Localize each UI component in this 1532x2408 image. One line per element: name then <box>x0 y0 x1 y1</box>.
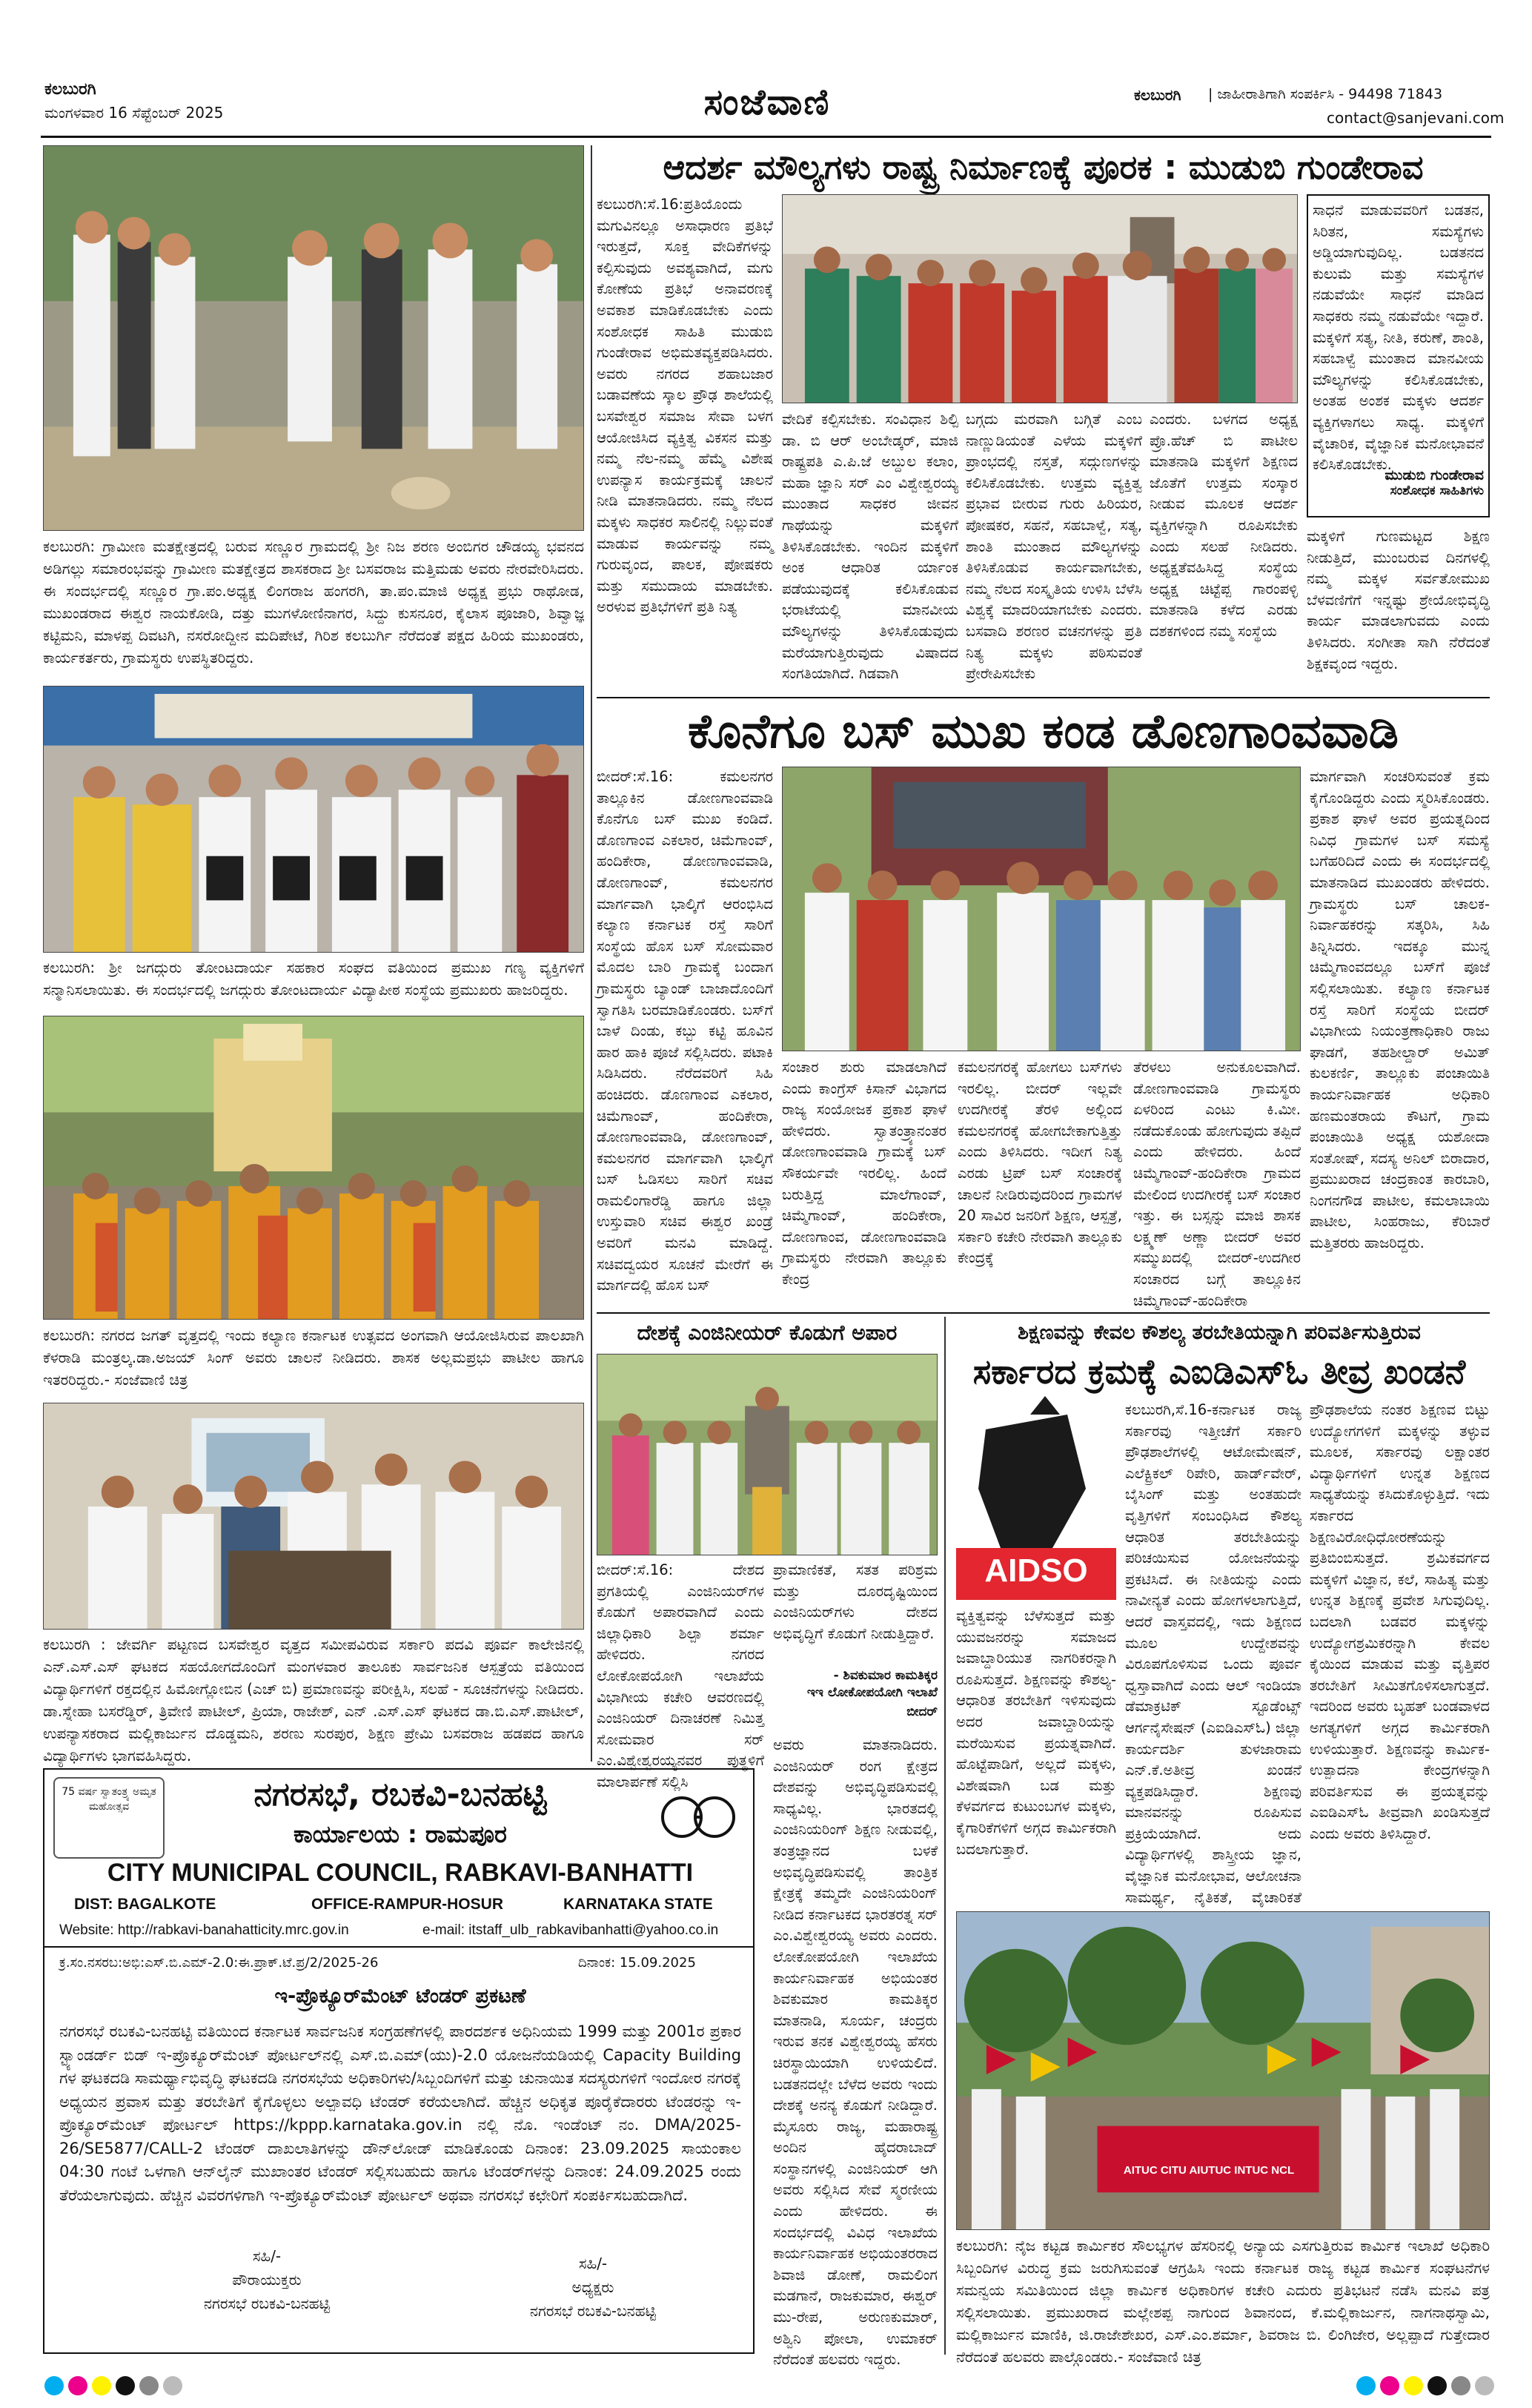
tender-email[interactable]: e-mail: itstaff_ulb_rabkavibanhatti@yahoo.co.in <box>422 1922 719 1938</box>
story1-bottom-rule <box>597 697 1490 698</box>
story4-col1: ಕಲಬುರಗಿ,ಸೆ.16-ಕರ್ನಾಟಕ ರಾಜ್ಯ ಸರ್ಕಾರವು ಇತ್ತೀಚೆಗೆ ಸರ್ಕಾರಿ ಪ್ರೌಢಶಾಲೆಗಳಲ್ಲಿ ಆಟೋಮೇಷನ್, ಎಲೆಕ್ಟ್ರಿಕಲ್ ರಿಪೇರಿ, ಹಾರ್ಡ್‌ವೇರ್, ಬೈಸಿಂಗ್ ಮತ್ತು ಅಂತಹುದೇ ವೃತ್ತಿಗಳಿಗೆ ಸಂಬಂಧಿಸಿದ ಕೌಶಲ್ಯ ಆಧಾರಿತ ತರಬೇತಿಯನ್ನು ಪರಿಚಯಿಸುವ ಯೋಜನೆಯನ್ನು ಪ್ರಕಟಿಸಿದೆ. ಈ ನೀತಿಯನ್ನು ಎಂದು ನಾವೀನ್ಯತೆ ಎಂದು ಹೋಗಳಲಾಗುತ್ತಿದೆ, ಆದರೆ ವಾಸ್ತವದಲ್ಲಿ, ಇದು ಶಿಕ್ಷಣದ ಮೂಲ ಉದ್ದೇಶವನ್ನು ವಿರೂಪಗೊಳಿಸುವ ಒಂದು ಪೂರ್ವ ಧ್ವಸ್ತಾವಾಗಿದೆ ಎಂದು ಆಲ್ ಇಂಡಿಯಾ ಡೆಮಾಕ್ರಟಿಕ್ ಸ್ಟೂಡೆಂಟ್ಸ್ ಆರ್ಗನೈಸೇಷನ್ (ಎಐಡಿಎಸ್‌ಓ) ಜಿಲ್ಲಾ ಕಾರ್ಯದರ್ಶಿ ತುಳಜಾರಾಮ ಎನ್.ಕೆ.ಅತೀವ್ರ ಖಂಡನೆ ವ್ಯಕ್ತಪಡಿಸಿದ್ದಾರೆ. ಶಿಕ್ಷಣವು ಮಾನವನನ್ನು ರೂಪಿಸುವ ಪ್ರಕ್ರಿಯೆಯಾಗಿದೆ. ಅದು ವಿದ್ಯಾರ್ಥಿಗಳಲ್ಲಿ ಶಾಸ್ತ್ರೀಯ ಜ್ಞಾನ, ವೈಜ್ಞಾನಿಕ ಮನೋಭಾವ, ಆಲೋಚನಾ ಸಾಮರ್ಥ್ಯ, ನೈತಿಕತೆ, ವೈಚಾರಿಕತೆ <box>1125 1401 1301 1906</box>
reg-dot-magenta-right <box>1380 2376 1399 2395</box>
story3-body2: ಅವರು ಮಾತನಾಡಿದರು. ಎಂಜಿನಿಯರ್ ರಂಗ ಕ್ಷೇತ್ರದ ದೇಶವನ್ನು ಅಭಿವೃದ್ಧಿಪಡಿಸುವಲ್ಲಿ ಸಾಧ್ಯವಿಲ್ಲ. ಭಾರತದಲ್ಲಿ ಎಂಜಿನಿಯರಿಂಗ್ ಶಿಕ್ಷಣ ನೀಡುವಲ್ಲಿ, ತಂತ್ರಜ್ಞಾನದ ಬಳಕೆ ಅಭಿವೃದ್ಧಿಪಡಿಸುವಲ್ಲಿ ತಾಂತ್ರಿಕ ಕ್ಷೇತ್ರಕ್ಕೆ ತಮ್ಮದೇ ಎಂಜಿನಿಯರಿಂಗ್ ನೀಡಿದ ಕರ್ನಾಟಕದ ಭಾರತರತ್ನ ಸರ್ ಎಂ.ವಿಶ್ವೇಶ್ವರಯ್ಯ ಅವರು ಎಂದರು. ಲೋಕೋಪಯೋಗಿ ಇಲಾಖೆಯ ಕಾರ್ಯನಿರ್ವಾಹಕ ಅಭಿಯಂತರ ಶಿವಕುಮಾರ ಕಾಮತಿಕ್ಕರ ಮಾತನಾಡಿ, ಸೂರ್ಯ, ಚಂದ್ರರು ಇರುವ ತನಕ ವಿಶ್ವೇಶ್ವರಯ್ಯ ಹೆಸರು ಚಿರಸ್ಥಾಯಿಯಾಗಿ ಉಳಿಯಲಿದೆ. ಬಡತನದಲ್ಲೇ ಬೆಳೆದ ಅವರು ಇಂದು ದೇಶಕ್ಕೆ ಅನನ್ಯ ಕೊಡುಗೆ ನೀಡಿದ್ದಾರೆ. ಮೈಸೂರು ರಾಜ್ಯ, ಮಹಾರಾಷ್ಟ್ರ ಅಂದಿನ ಹೈದರಾಬಾದ್ ಸಂಸ್ಥಾನಗಳಲ್ಲಿ ಎಂಜಿನಿಯರ್ ಆಗಿ ಅವರು ಸಲ್ಲಿಸಿದ ಸೇವೆ ಸ್ಮರಣೀಯ ಎಂದು ಹೇಳಿದರು. ಈ ಸಂದರ್ಭದಲ್ಲಿ ವಿವಿಧ ಇಲಾಖೆಯ ಕಾರ್ಯನಿರ್ವಾಹಕ ಅಭಿಯಂತರರಾದ ಶಿವಾಜಿ ಡೋಣೆ, ರಾಮಲಿಂಗ ಮಡಗಾನೆ, ರಾಜಕುಮಾರ, ಈಶ್ವರ್ ಮು-ರೇಪ, ಅರುಣಕುಮಾರ್, ಅಶ್ವಿನಿ ಪೋಲಾ, ಉಮಾಕರ್ ನೆರೆದಂತೆ ಹಲವರು ಇದ್ದರು. <box>773 1736 938 2369</box>
ad-contact: | ಜಾಹೀರಾತಿಗಾಗಿ ಸಂಪರ್ಕಿಸಿ - 94498 71843 <box>1208 86 1443 102</box>
reg-dot-cyan-right <box>1356 2376 1376 2395</box>
story3-quote-role: ಇಇ ಲೋಕೋಪಯೋಗಿ ಇಲಾಖೆ ಬೀದರ್ <box>806 1685 938 1719</box>
aidso-logo <box>956 1400 1116 1600</box>
reg-dot-black <box>116 2376 135 2395</box>
footer <box>0 2361 1532 2408</box>
story1-quote-role: ಸಂಶೋಧಕ ಸಾಹಿತಿಗಳು <box>1390 483 1484 498</box>
story2-col4: ತೆರಳಲು ಅನುಕೂಲವಾಗಿದೆ. ಡೋಣಗಾಂವವಾಡಿ ಗ್ರಾಮಸ್ಥರು ಏಳರಿಂದ ಎಂಟು ಕಿ.ಮೀ. ನಡೆದುಕೊಂಡು ಹೋಗುವುದು ತಪ್ಪಿದೆ ಎಂದು ಹೇಳಿದರು. ಹಿಂದೆ ಚಿಮ್ಮೆಗಾಂವ್-ಹಂದಿಕೇರಾ ಗ್ರಾಮದ ಮೇಲಿಂದ ಉದಗೀರಕ್ಕೆ ಬಸ್ ಸಂಚಾರ ಇತ್ತು. ಈ ಬಸ್ಸನ್ನು ಮಾಜಿ ಶಾಸಕ ಲಕ್ಷ್ಮಣ್ ಅಣ್ಣಾ ಬೀದರ್ ಅವರ ಸಮ್ಮುಖದಲ್ಲಿ ಬೀದರ್-ಉದಗೀರ ಸಂಚಾರದ ಬಗ್ಗೆ ತಾಲ್ಲೂಕಿನ ಚಿಮ್ಮೆಗಾಂವ್-ಹಂದಿಕೇರಾ <box>1133 1059 1301 1309</box>
photo-protest <box>956 1911 1490 2230</box>
story3-quote-box <box>773 1560 938 1738</box>
tender-office-kn: ಕಾರ್ಯಾಲಯ : ರಾಮಪೂರ <box>294 1820 507 1848</box>
story3-quote: ಪ್ರಾಮಾಣಿಕತೆ, ಸತತ ಪರಿಶ್ರಮ ಮತ್ತು ದೂರದೃಷ್ಟಿಯಿಂದ ಎಂಜಿನಿಯರ್‌ಗಳು ದೇಶದ ಅಭಿವೃದ್ಧಿಗೆ ಕೊಡುಗೆ ನೀಡುತ್ತಿದ್ದಾರೆ. <box>773 1561 938 1642</box>
sign-commissioner-c: ನಗರಸಭೆ ರಬಕವಿ-ಬನಹಟ್ಟಿ <box>203 2295 331 2312</box>
sign-president-c: ನಗರಸಭೆ ರಬಕವಿ-ಬನಹಟ್ಟಿ <box>529 2302 657 2320</box>
photo-procession <box>43 1016 584 1320</box>
masthead-rule <box>41 136 1491 138</box>
tender-title: ಇ-ಪ್ರೊಕ್ಯೂರ್‌ಮೆಂಟ್ ಟೆಂಡರ್ ಪ್ರಕಟಣೆ <box>274 1985 526 2008</box>
masthead-date: ಮಂಗಳವಾರ 16 ಸೆಪ್ಟೆಂಬರ್ 2025 <box>44 104 224 122</box>
photo-school-event <box>782 194 1298 403</box>
tender-website[interactable]: Website: http://rabkavi-banahatticity.mrc.gov.in <box>59 1922 349 1938</box>
story3-headline: ದೇಶಕ್ಕೆ ಎಂಜಿನೀಯರ್ ಕೊಡುಗೆ ಅಪಾರ <box>637 1320 898 1345</box>
reg-dot-gray <box>139 2376 159 2395</box>
aidso-logo-text: AIDSO <box>984 1552 1088 1589</box>
tender-sign-commissioner <box>148 2244 385 2315</box>
story3-body1: ಬೀದರ್:ಸೆ.16: ದೇಶದ ಪ್ರಗತಿಯಲ್ಲಿ ಎಂಜಿನಿಯರ್‌ಗಳ ಕೊಡುಗೆ ಅಪಾರವಾಗಿದೆ ಎಂದು ಜಿಲ್ಲಾಧಿಕಾರಿ ಶಿಲ್ಪಾ ಶರ್ಮಾ ಹೇಳಿದರು. ನಗರದ ಲೋಕೋಪಯೋಗಿ ಇಲಾಖೆಯ ವಿಭಾಗೀಯ ಕಚೇರಿ ಆವರಣದಲ್ಲಿ ಎಂಜಿನಿಯರ್ ದಿನಾಚರಣೆ ನಿಮಿತ್ತ ಸೋಮವಾರ ಸರ್ ಎಂ.ವಿಶ್ವೇಶ್ವರಯ್ಯನವರ ಪುತ್ಥಳಿಗೆ ಮಾಲಾರ್ಪಣೆ ಸಲ್ಲಿಸಿ <box>597 1561 764 1790</box>
newspaper-logo <box>652 82 882 133</box>
tender-office: OFFICE-RAMPUR-HOSUR <box>311 1896 503 1913</box>
reg-dot-yellow <box>92 2376 111 2395</box>
emblem <box>53 1777 165 1859</box>
story1-col1: ಕಲಬುರಗಿ:ಸೆ.16:ಪ್ರತಿಯೊಂದು ಮಗುವಿನಲ್ಲೂ ಅಸಾಧಾರಣ ಪ್ರತಿಭೆ ಇರುತ್ತದೆ, ಸೂಕ್ತ ವೇದಿಕೆಗಳನ್ನು ಕಲ್ಪಿಸುವುದು ಅವಶ್ಯವಾಗಿದೆ, ಮಗು ಕೋಣೆಯ ಪ್ರತಿಭೆ ಅನಾವರಣಕ್ಕೆ ಅವಕಾಶ ಮಾಡಿಕೊಡಬೇಕು ಎಂದು ಸಂಶೋಧಕ ಸಾಹಿತಿ ಮುಡುಬಿ ಗುಂಡೇರಾವ ಅಭಿಮತವ್ಯಕ್ತಪಡಿಸಿದರು. ಅವರು ನಗರದ ಶಹಾಬಜಾರ ಬಡಾವಣೆಯ ಸ್ಕಾಲ ಪ್ರೌಢ ಶಾಲೆಯಲ್ಲಿ ಬಸವೇಶ್ವರ ಸಮಾಜ ಸೇವಾ ಬಳಗ ಆಯೋಜಿಸಿದ ವ್ಯಕ್ತಿತ್ವ ವಿಕಸನ ಮತ್ತು ನಮ್ಮ ನೆಲ-ನಮ್ಮ ಹೆಮ್ಮೆ ವಿಶೇಷ ಉಪನ್ಯಾಸ ಕಾರ್ಯಕ್ರಮಕ್ಕೆ ಚಾಲನೆ ನೀಡಿ ಮಾತನಾಡಿದರು. ನಮ್ಮ ನೆಲದ ಮಕ್ಕಳು ಸಾಧಕರ ಸಾಲಿನಲ್ಲಿ ನಿಲ್ಲುವಂತೆ ಮಾಡುವ ಕಾರ್ಯವನ್ನು ನಮ್ಮ ಗುರುವೃಂದ, ಪಾಲಕ, ಪೋಷಕರು ಮತ್ತು ಸಮುದಾಯ ಮಾಡಬೇಕು. ಅರಳುವ ಪ್ರತಿಭೆಗಳಿಗೆ ಪ್ರತಿ ನಿತ್ಯ <box>597 196 773 616</box>
masthead <box>0 0 1532 141</box>
reg-dot-magenta <box>68 2376 87 2395</box>
protest-banner-text: AITUC CITU AIUTUC INTUC NCL <box>1123 2164 1295 2177</box>
photo-health-checkup <box>43 1403 584 1630</box>
tender-council-en: CITY MUNICIPAL COUNCIL, RABKAVI-BANHATTI <box>107 1859 694 1887</box>
story1-quote: ಸಾಧನೆ ಮಾಡುವವರಿಗೆ ಬಡತನ, ಸಿರಿತನ, ಸಮಸ್ಯೆಗಳು ಅಡ್ಡಿಯಾಗುವುದಿಲ್ಲ. ಬಡತನದ ಕುಲುಮೆ ಮತ್ತು ಸಮಸ್ಯೆಗಳ ನಡುವೆಯೇ ಸಾಧನೆ ಮಾಡಿದ ಸಾಧಕರು ನಮ್ಮ ನಡುವೆಯೇ ಇದ್ದಾರೆ. ಮಕ್ಕಳಿಗೆ ಸತ್ಯ, ನೀತಿ, ಕರುಣೆ, ಶಾಂತಿ, ಸಹಬಾಳ್ವೆ ಮುಂತಾದ ಮಾನವೀಯ ಮೌಲ್ಯಗಳನ್ನು ಕಲಿಸಿಕೊಡಬೇಕು, ಅಂತಹ ಅಂಶಕ ಮಕ್ಕಳು ಆದರ್ಶ ವ್ಯಕ್ತಿಗಳಾಗಲು ಸಾಧ್ಯ. ಮಕ್ಕಳಿಗೆ ವೈಚಾರಿಕ, ವೈಜ್ಞಾನಿಕ ಮನೋಭಾವನೆ ಕಲಿಸಿಕೊಡಬೇಕು. <box>1313 202 1484 474</box>
story2-col3: ಕಮಲನಗರಕ್ಕೆ ಹೋಗಲು ಬಸ್‌ಗಳು ಇರಲಿಲ್ಲ. ಬೀದರ್ ಇಲ್ಲವೇ ಉದಗೀರಕ್ಕೆ ತೆರಳಿ ಅಲ್ಲಿಂದ ಕಮಲನಗರಕ್ಕೆ ಹೋಗಬೇಕಾಗುತ್ತಿತ್ತು ಎಂದು ತಿಳಿಸಿದರು. ಇದೀಗ ನಿತ್ಯ ಎರಡು ಟ್ರಿಪ್ ಬಸ್ ಸಂಚಾರಕ್ಕೆ ಚಾಲನೆ ನೀಡಿರುವುದರಿಂದ ಗ್ರಾಮಗಳ 20 ಸಾವಿರ ಜನರಿಗೆ ಶಿಕ್ಷಣ, ಆಸ್ಪತ್ರೆ, ಸರ್ಕಾರಿ ಕಚೇರಿ ನೇರವಾಗಿ ತಾಲ್ಲೂಕು ಕೇಂದ್ರಕ್ಕೆ <box>958 1059 1122 1267</box>
tender-divider <box>44 1946 753 1948</box>
photo-procession-caption: ಕಲಬುರಗಿ: ನಗರದ ಜಗತ್ ವೃತ್ತದಲ್ಲಿ ಇಂದು ಕಲ್ಯಾಣ ಕರ್ನಾಟಕ ಉತ್ಸವದ ಅಂಗವಾಗಿ ಆಯೋಜಿಸಿರುವ ಪಾಲಖಾಗಿ ಕೆಳರಾಡಿ ಮಂತ್ರಲ್ಕ.ಡಾ.ಅಜಯ್ ಸಿಂಗ್ ಅವರು ಚಾಲನೆ ನೀಡಿದರು. ಶಾಸಕ ಅಲ್ಲಮಪ್ರಭು ಪಾಟೀಲ ಹಾಗೂ ಇತರರಿದ್ದರು.- ಸಂಜೆವಾಣಿ ಚಿತ್ರ <box>43 1326 584 1389</box>
logo-text: ಸಂಜೆವಾಣಿ <box>703 82 831 123</box>
photo-foundation-ceremony <box>43 145 584 531</box>
story4-col2: ಪ್ರೌಢಶಾಲೆಯ ನಂತರ ಶಿಕ್ಷಣವ ಬಿಟ್ಟು ಉದ್ಯೋಗಗಳಿಗೆ ಮಕ್ಕಳನ್ನು ತಳ್ಳುವ ಮೂಲಕ, ಸರ್ಕಾರವು ಲಕ್ಷಾಂತರ ವಿದ್ಯಾರ್ಥಿಗಳಿಗೆ ಉನ್ನತ ಶಿಕ್ಷಣದ ಸಾಧ್ಯತೆಯನ್ನು ಕಸಿದುಕೊಳ್ಳುತ್ತಿದೆ. ಇದು ಸರ್ಕಾರದ ಶಿಕ್ಷಣವಿರೋಧಿಧೋರಣೆಯನ್ನು ಪ್ರತಿಬಿಂಬಿಸುತ್ತದೆ. ಶ್ರಮಿಕವರ್ಗದ ಮಕ್ಕಳಿಗೆ ವಿಜ್ಞಾನ, ಕಲೆ, ಸಾಹಿತ್ಯ ಮತ್ತು ಉನ್ನತ ಶಿಕ್ಷಣಕ್ಕೆ ಪ್ರವೇಶ ಸಿಗುವುದಿಲ್ಲ. ಬದಲಾಗಿ ಬಡವರ ಮಕ್ಕಳನ್ನು ಉದ್ಯೋಗಶ್ರಮಿಕರನ್ನಾಗಿ ಕೇವಲ ಕೈಯಿಂದ ಮಾಡುವ ಮತ್ತು ವೃತ್ತಿಪರ ತರಬೇತಿಗೆ ಸೀಮಿತಗೊಳಿಸಲಾಗುತ್ತದೆ. ಇದರಿಂದ ಅವರು ಬೃಹತ್ ಬಂಡವಾಳದ ಅಗತ್ಯಗಳಿಗೆ ಅಗ್ಗದ ಕಾರ್ಮಿಕರಾಗಿ ಉಳಿಯುತ್ತಾರೆ. ಶಿಕ್ಷಣವನ್ನು ಕಾರ್ಮಿಕ-ಉತ್ಪಾದನಾ ಕೇಂದ್ರಗಳನ್ನಾಗಿ ಪರಿವರ್ತಿಸುವ ಈ ಪ್ರಯತ್ನವನ್ನು ಎಐಡಿಎಸ್‌ಓ ತೀವ್ರವಾಗಿ ಖಂಡಿಸುತ್ತದೆ ಎಂದು ಅವರು ತಿಳಿಸಿದ್ದಾರೆ. <box>1310 1401 1490 1842</box>
photo-felicitation-caption: ಕಲಬುರಗಿ: ಶ್ರೀ ಜಗದ್ಗುರು ತೋಂಟದಾರ್ಯ ಸಹಕಾರ ಸಂಘದ ವತಿಯಿಂದ ಪ್ರಮುಖ ಗಣ್ಯ ವ್ಯಕ್ತಿಗಳಿಗೆ ಸನ್ಮಾನಿಸಲಾಯಿತು. ಈ ಸಂದರ್ಭದಲ್ಲಿ ಜಗದ್ಗುರು ತೋಂಟದಾರ್ಯ ವಿದ್ಯಾಪೀಠ ಸಂಸ್ಥೆಯ ಪ್ರಮುಖರು ಹಾಜರಿದ್ದರು. <box>43 959 584 999</box>
story1-col5: ಮಕ್ಕಳಿಗೆ ಗುಣಮಟ್ಟದ ಶಿಕ್ಷಣ ನೀಡುತ್ತಿದೆ, ಮುಂಬರುವ ದಿನಗಳಲ್ಲಿ ನಮ್ಮ ಮಕ್ಕಳ ಸರ್ವತೋಮುಖ ಬೆಳವಣಿಗೆಗೆ ಇನ್ನಷ್ಟು ಶ್ರೇಯೋಭಿವೃದ್ಧಿ ಕಾರ್ಯ ಮಾಡಲಾಗುವದು ಎಂದು ತಿಳಿಸಿದರು. ಸಂಗೀತಾ ಸಾಗಿ ನೆರೆದಂತೆ ಶಿಕ್ಷಕವೃಂದ ಇದ್ದರು. <box>1307 528 1490 672</box>
contact-email: contact@sanjevani.com <box>1327 109 1505 127</box>
column-rule-2 <box>944 1317 946 2355</box>
story1-col4: ಎಂದರು. ಬಳಗದ ಅಧ್ಯಕ್ಷ ಪ್ರೊ.ಹೆಚ್ ಬಿ ಪಾಟೀಲ ಮಾತನಾಡಿ ಮಕ್ಕಳಿಗೆ ಶಿಕ್ಷಣದ ಜೊತೆಗೆ ಉತ್ತಮ ಸಂಸ್ಕಾರ ನೀಡುವ ಮೂಲಕ ಆದರ್ಶ ವ್ಯಕ್ತಿಗಳನ್ನಾಗಿ ರೂಪಿಸಬೇಕು ಎಂದು ಸಲಹೆ ನೀಡಿದರು. ಅಧ್ಯಕ್ಷತೆವಹಿಸಿದ್ದ ಸಂಸ್ಥೆಯ ಅಧ್ಯಕ್ಷ ಚಿಟ್ಟೆಪ್ಪ ಗಾರಂಪಳ್ಳಿ ಮಾತನಾಡಿ ಕಳೆದ ಎರಡು ದಶಕಗಳಿಂದ ನಮ್ಮ ಸಂಸ್ಥೆಯ <box>1150 411 1298 640</box>
tender-council-kn: ನಗರಸಭೆ, ರಬಕವಿ-ಬನಹಟ್ಟಿ <box>253 1776 547 1813</box>
story1-col3: ಬಗ್ಗದು ಮರವಾಗಿ ಬಗ್ಗಿತೆ ಎಂಬ ನಾಣ್ಣುಡಿಯಂತೆ ಎಳೆಯ ಮಕ್ಕಳಿಗೆ ಪ್ರಾಂಭದಲ್ಲಿ ನಸ್ತತೆ, ಸದ್ಗುಣಗಳನ್ನು ಕಲಿಸಿಕೊಡಬೇಕು. ಉತ್ತಮ ವ್ಯಕ್ತಿತ್ವ ಪ್ರಭಾವ ಬೀರುವ ಗುರು ಹಿರಿಯರ, ಪೋಷಕರ, ಸಹನೆ, ಸಹಬಾಳ್ವೆ, ಸತ್ಯ, ಶಾಂತಿ ಮುಂತಾದ ಮೌಲ್ಯಗಳನ್ನು ತಿಳಿಸಿಕೊಡುವ ಕಾರ್ಯವಾಗಬೇಕು, ನಮ್ಮ ನೆಲದ ಸಂಸ್ಕೃತಿಯ ಉಳಿಸಿ ಬೆಳೆಸಿ ವಿಶ್ವಕ್ಕೆ ಮಾದರಿಯಾಗಬೇಕು ಎಂದರು. ಬಸವಾದಿ ಶರಣರ ವಚನಗಳನ್ನು ಪ್ರತಿ ನಿತ್ಯ ಮಕ್ಕಳು ಪಠಿಸುವಂತೆ ಪ್ರೇರೇಪಿಸಬೇಕು <box>966 411 1142 683</box>
story1-quote-box <box>1307 194 1490 517</box>
tender-district: DIST: BAGALKOTE <box>74 1896 216 1913</box>
emblem-text: 75 ವರ್ಷ ಸ್ವಾತಂತ್ರ್ಯ ಅಮೃತ ಮಹೋತ್ಸವ <box>62 1786 156 1813</box>
column-rule-1 <box>591 145 592 1762</box>
reg-dot-lightgray <box>163 2376 182 2395</box>
story1-col2: ವೇದಿಕೆ ಕಲ್ಪಿಸಬೇಕು. ಸಂವಿಧಾನ ಶಿಲ್ಪಿ ಡಾ. ಬಿ ಆರ್ ಅಂಬೇಡ್ಕರ್, ಮಾಜಿ ರಾಷ್ಟ್ರಪತಿ ಎ.ಪಿ.ಜೆ ಅಬ್ದುಲ ಕಲಾಂ, ಮಹಾ ಜ್ಞಾನಿ ಸರ್ ಎಂ ವಿಶ್ವೇಶ್ವರಯ್ಯ ಮುಂತಾದ ಸಾಧಕರ ಜೀವನ ಗಾಥೆಯನ್ನು ಮಕ್ಕಳಿಗೆ ತಿಳಿಸಿಕೊಡಬೇಕು. ಇಂದಿನ ಮಕ್ಕಳಿಗೆ ಅಂಕ ಆಧಾರಿತ ರ್ಯಾಂಕ ಪಡೆಯುವುದಕ್ಕೆ ಕಲಿಸಿಕೊಡುವ ಭರಾಟೆಯಲ್ಲಿ ಮಾನವೀಯ ಮೌಲ್ಯಗಳನ್ನು ತಿಳಿಸಿಕೊಡುವುದು ಮರೆಯಾಗುತ್ತಿರುವುದು ವಿಷಾದದ ಸಂಗತಿಯಾಗಿದೆ. ಗಿಡವಾಗಿ <box>782 411 958 683</box>
photo-felicitation <box>43 686 584 953</box>
tender-ref: ಕ್ರ.ಸಂ.ನಸರಬ:ಅಭಿ:ಎಸ್.ಬಿ.ಎಮ್-2.0:ಈ.ಪ್ರಾಕ್.ಟೆ.ಪ್ರ/2/2025-26 <box>59 1955 379 1971</box>
story1-headline: ಆದರ್ಶ ಮೌಲ್ಯಗಳು ರಾಷ್ಟ್ರ ನಿರ್ಮಾಣಕ್ಕೆ ಪೂರಕ : ಮುಡುಬಿ ಗುಂಡೇರಾವ <box>663 148 1424 187</box>
reg-dot-gray-right <box>1451 2376 1470 2395</box>
photo-protest-caption: ಕಲಬುರಗಿ: ನೈಜ ಕಟ್ಟಡ ಕಾರ್ಮಿಕರ ಸೌಲಭ್ಯಗಳ ಹೆಸರಿನಲ್ಲಿ ಅನ್ಯಾಯ ಎಸಗುತ್ತಿರುವ ಕಾರ್ಮಿಕ ಇಲಾಖೆ ಅಧಿಕಾರಿ ಸಿಬ್ಬಂದಿಗಳ ವಿರುದ್ಧ ಕ್ರಮ ಜರುಗಿಸುವಂತೆ ಆಗ್ರಹಿಸಿ ಇಂದು ಕರ್ನಾಟಕ ರಾಜ್ಯ ಕಟ್ಟಡ ಕಾರ್ಮಿಕ ಸಂಘಟನೆಗಳ ಸಮನ್ವಯ ಸಮಿತಿಯಿಂದ ಜಿಲ್ಲಾ ಕಾರ್ಮಿಕ ಅಧಿಕಾರಿಗಳ ಕಚೇರಿ ಎದುರು ಪ್ರತಿಭಟನೆ ನಡೆಸಿ ಮನವಿ ಪತ್ರ ಸಲ್ಲಿಸಲಾಯಿತು. ಪ್ರಮುಖರಾದ ಮಲ್ಲೇಶಪ್ಪ ನಾಗುಂದ ಶಿವಾನಂದ, ಕೆ.ಮಲ್ಲಿಕಾರ್ಜುನ, ನಾಗನಾಥಸ್ವಾಮಿ, ಮಲ್ಲಿಕಾರ್ಜುನ ಮಾಣಿಕಿ, ಜಿ.ರಾಜೇಶೇಖರ, ಎಸ್.ಎಂ.ಶರ್ಮಾ, ಶಿವರಾಜ ಬಿ. ಲಿಂಗಿಜೇರ, ಅಲ್ಲಪ್ಪಾದೆ ಗುತ್ತೇದಾರ ನೆರೆದಂತೆ ಹಲವರು ಪಾಲ್ಗೊಂಡರು.- ಸಂಜೆವಾಣಿ ಚಿತ್ರ <box>956 2237 1490 2366</box>
reg-dot-cyan <box>44 2376 64 2395</box>
tender-notice <box>43 1768 755 2354</box>
photo-foundation-caption: ಕಲಬುರಗಿ: ಗ್ರಾಮೀಣ ಮತಕ್ಷೇತ್ರದಲ್ಲಿ ಬರುವ ಸಣ್ಣೂರ ಗ್ರಾಮದಲ್ಲಿ ಶ್ರೀ ನಿಜ ಶರಣ ಅಂಬಿಗರ ಚೌಡಯ್ಯ ಭವನದ ಅಡಿಗಲ್ಲು ಸಮಾರಂಭವನ್ನು ಗ್ರಾಮೀಣ ಮತಕ್ಷೇತ್ರದ ಶಾಸಕರಾದ ಶ್ರೀ ಬಸವರಾಜ ಮತ್ತಿಮಡು ಅವರು ನೇರವೇರಿಸಿದರು. ಈ ಸಂದರ್ಭದಲ್ಲಿ ಸಣ್ಣೂರ ಗ್ರಾ.ಪಂ.ಅಧ್ಯಕ್ಷ ಲಿಂಗರಾಜ ಹಂಗರಗಿ, ತಾ.ಪಂ.ಮಾಜಿ ಅಧ್ಯಕ್ಷ ಪ್ರಭು ರಾಥೋಡ, ಮುಖಂಡರಾದ ಈಶ್ವರ ನಾಯಕೋಡಿ, ದತ್ತು ಮುಗಳೋಣಿನಾಗರ, ಸಿದ್ದು ಕುಸನೂರ, ಕೈಲಾಸ ಪೂಜಾರಿ, ಶಿವ್ವಾಜ್ಞ ಕಟ್ಟಿಮನಿ, ಮಾಳಪ್ಪ ದಿವಟಗಿ, ನಸರೋದ್ದೀನ ಮದಿಪೇಟೆ, ಗಿರಿಶ ಕಲಬುರ್ಗಿ ನೆರೆದಂತೆ ಪಕ್ಷದ ಹಿರಿಯ ಮುಖಂಡರು, ಕಾರ್ಯಕರ್ತರು, ಗ್ರಾಮಸ್ಥರು ಉಪಸ್ಥಿತರಿದ್ದರು. <box>43 538 584 666</box>
story2-bottom-rule <box>597 1312 1490 1314</box>
reg-dot-yellow-right <box>1404 2376 1423 2395</box>
tender-date: ದಿನಾಂಕ: 15.09.2025 <box>578 1955 696 1971</box>
tender-sign-president <box>474 2252 712 2323</box>
story4-headline-2: ಸರ್ಕಾರದ ಕ್ರಮಕ್ಕೆ ಎಐಡಿಎಸ್‌ಓ ತೀವ್ರ ಖಂಡನೆ <box>972 1352 1466 1392</box>
masthead-left-city: ಕಲಬುರಗಿ <box>44 80 96 99</box>
tender-body: ನಗರಸಭೆ ರಬಕವಿ-ಬನಹಟ್ಟಿ ವತಿಯಿಂದ ಕರ್ನಾಟಕ ಸಾರ್ವಜನಿಕ ಸಂಗ್ರಹಣೆಗಳಲ್ಲಿ ಪಾರದರ್ಶಕ ಅಧಿನಿಯಮ 1999 ಮತ್ತು 2001ರ ಪ್ರಕಾರ ಸ್ಟ್ಯಾಂಡರ್ಡ್ ಬಿಡ್ ಇ-ಪ್ರೊಕ್ಯೂರ್‌ಮೆಂಟ್ ಪೋರ್ಟಲ್‌ನಲ್ಲಿ ಎಸ್.ಬಿ.ಎಮ್(ಯು)-2.0 ಯೋಜನೆಯಡಿಯಲ್ಲಿ Capacity Building ಗಳ ಘಟಕದಡಿ ಸಾಮರ್ಥ್ಯಾಭಿವೃದ್ಧಿ ಘಟಕದಡಿ ನಗರಸಭೆಯ ಅಧಿಕಾರಿಗಳು/ಸಿಬ್ಬಂದಿಗಳಿಗೆ ಮತ್ತು ಚುನಾಯಿತ ಸದಸ್ಯರುಗಳಿಗೆ ಇಂದೋರ ನಗರಕ್ಕೆ ಅಧ್ಯಯನ ಪ್ರವಾಸ ಮತ್ತು ತರಬೇತಿಗೆ ಕೈಗೊಳ್ಳಲು ಅಲ್ಪಾವಧಿ ಟೆಂಡರ್ ಕರೆಯಲಾಗಿದೆ. ಹೆಚ್ಚಿನ ಅಧಿಕೃತ ಪೂರೈಕೆದಾರರು ಟೆಂಡರನ್ನು ಇ-ಪ್ರೊಕ್ಯೂರ್‌ಮೆಂಟ್ ಪೋರ್ಟಲ್ https://kppp.karnataka.gov.in ನಲ್ಲಿ ನೊ. ಇಂಡೆಂಟ್ ನಂ. DMA/2025-26/SE5877/CALL-2 ಟೆಂಡರ್ ದಾಖಲಾತಿಗಳನ್ನು ಡೌನ್‌ಲೋಡ್ ಮಾಡಿಕೊಂಡು ದಿನಾಂಕ: 23.09.2025 ಸಾಯಂಕಾಲ 04:30 ಗಂಟೆ ಒಳಗಾಗಿ ಆನ್‌ಲೈನ್ ಮುಖಾಂತರ ಟೆಂಡರ್ ಸಲ್ಲಿಸಬಹುದು ಹಾಗೂ ಟೆಂಡರ್‌ಗಳನ್ನು ದಿನಾಂಕ: 24.09.2025 ರಂದು ತೆರೆಯಲಾಗುವುದು. ಹೆಚ್ಚಿನ ವಿವರಗಳಿಗಾಗಿ ಇ-ಪ್ರೊಕ್ಯೂರ್‌ಮೆಂಟ್ ಪೋರ್ಟಲ್ ಅಥವಾ ನಗರಸಭೆ ಕಛೇರಿಗೆ ಸಂಪರ್ಕಿಸಬಹುದಾಗಿದೆ. <box>59 2022 741 2204</box>
photo-bus-launch <box>782 767 1301 1051</box>
story4-headline-1: ಶಿಕ್ಷಣವನ್ನು ಕೇವಲ ಕೌಶಲ್ಯ ತರಬೇತಿಯನ್ನಾಗಿ ಪರಿವರ್ತಿಸುತ್ತಿರುವ <box>1018 1321 1421 1344</box>
photo-health-checkup-caption: ಕಲಬುರಗಿ : ಜೇವರ್ಗಿ ಪಟ್ಟಣದ ಬಸವೇಶ್ವರ ವೃತ್ತದ ಸಮೀಪವಿರುವ ಸರ್ಕಾರಿ ಪದವಿ ಪೂರ್ವ ಕಾಲೇಜಿನಲ್ಲಿ ಎನ್.ಎಸ್.ಎಸ್ ಘಟಕದ ಸಹಯೋಗದೊಂದಿಗೆ ಮಂಗಳವಾರ ತಾಲೂಕು ಸಾರ್ವಜನಿಕ ಆಸ್ಪತ್ರೆಯ ವತಿಯಿಂದ ವಿದ್ಯಾರ್ಥಿಗಳಿಗೆ ರಕ್ತದಲ್ಲಿನ ಹಿಮೋಗ್ಲೋಬಿನ (ಎಚ್ ಬಿ) ಪ್ರಮಾಣವನ್ನು ಪರೀಕ್ಷಿಸಿ, ಸಲಹೆ - ಸೂಚನೆಗಳನ್ನು ನೀಡಿದರು. ಡಾ.ಸ್ನೇಹಾ ಬಸರೆಡ್ಡಿರ್, ತ್ರಿವೇಣಿ ಪಾಟೀಲ್, ಪ್ರಿಯಾ, ರಾಜೇಶ್, ಎನ್ .ಎಸ್.ಎಸ್ ಘಟಕದ ಡಾ.ಬಿ.ಎಸ್.ಪಾಟೀಲ್, ಉಪನ್ಯಾಸಕರಾದ ಮಲ್ಲಿಕಾರ್ಜುನ ದೊಡ್ಡಮನಿ, ಶರಣು ಸುರಪುರ, ಶಿಕ್ಷಣ ಪ್ರೇಮಿ ಬಸವರಾಜ ಹಡಪದ ಹಾಗೂ ವಿದ್ಯಾರ್ಥಿಗಳು ಭಾಗವಹಿಸಿದ್ದರು. <box>43 1635 584 1764</box>
masthead-right-city: ಕಲಬುರಗಿ <box>1134 86 1181 104</box>
tender-state: KARNATAKA STATE <box>563 1896 713 1913</box>
story4-col-mid: ವ್ಯಕ್ತಿತ್ವವನ್ನು ಬೆಳೆಸುತ್ತದೆ ಮತ್ತು ಯುವಜನರನ್ನು ಸಮಾಜದ ಜವಾಬ್ದಾರಿಯುತ ನಾಗರಿಕರನ್ನಾಗಿ ರೂಪಿಸುತ್ತದೆ. ಶಿಕ್ಷಣವನ್ನು ಕೌಶಲ್ಯ-ಆಧಾರಿತ ತರಬೇತಿಗೆ ಇಳಿಸುವುದು ಅದರ ಜವಾಬ್ದಾರಿಯನ್ನು ಮರೆಯಿಸುವ ಪ್ರಯತ್ನವಾಗಿದೆ. ಹೊಟ್ಟೆಪಾಡಿಗೆ, ಅಲ್ಲದೆ ಮಕ್ಕಳು, ವಿಶೇಷವಾಗಿ ಬಡ ಮತ್ತು ಕೆಳವರ್ಗದ ಕುಟುಂಬಗಳ ಮಕ್ಕಳು, ಕೈಗಾರಿಕೆಗಳಿಗೆ ಅಗ್ಗದ ಕಾರ್ಮಿಕರಾಗಿ ಬದಲಾಗುತ್ತಾರೆ. <box>956 1607 1116 1858</box>
story2-col1: ಬೀದರ್:ಸೆ.16: ಕಮಲನಗರ ತಾಲ್ಲೂಕಿನ ಡೋಣಗಾಂವವಾಡಿ ಕೊನೆಗೂ ಬಸ್ ಮುಖ ಕಂಡಿದೆ. ಡೊಣಗಾಂವ ಎಕಲಾರ, ಚಿಮೆಗಾಂವ್, ಹಂದಿಕೇರಾ, ಡೋಣಗಾಂವವಾಡಿ, ಡೋಣಗಾಂವ್, ಕಮಲನಗರ ಮಾರ್ಗವಾಗಿ ಭಾಲ್ಕಿಗೆ ಆರಂಭಿಸಿದ ಕಲ್ಯಾಣ ಕರ್ನಾಟಕ ರಸ್ತೆ ಸಾರಿಗೆ ಸಂಸ್ಥೆಯ ಹೊಸ ಬಸ್ ಸೋಮವಾರ ಮೊದಲ ಬಾರಿ ಗ್ರಾಮಕ್ಕೆ ಬಂದಾಗ ಗ್ರಾಮಸ್ಥರು ಬ್ಯಾಂಡ್ ಬಾಜಾದೊಂದಿಗೆ ಸ್ವಾಗತಿಸಿ ಬರಮಾಡಿಕೊಂಡರು. ಬಸ್‌ಗೆ ಬಾಳೆ ದಿಂಡು, ಕಬ್ಬು ಕಟ್ಟಿ ಹೂವಿನ ಹಾರ ಹಾಕಿ ಪೂಜೆ ಸಲ್ಲಿಸಿದರು. ಪಟಾಕಿ ಸಿಡಿಸಿದರು. ನೆರೆದವರಿಗೆ ಸಿಹಿ ಹಂಚಿದರು. ಡೊಣಗಾಂವ ಎಕಲಾರ, ಚಿಮೆಗಾಂವ್, ಹಂದಿಕೇರಾ, ಡೋಣಗಾಂವವಾಡಿ, ಡೋಣಗಾಂವ್, ಕಮಲನಗರ ಮಾರ್ಗವಾಗಿ ಭಾಲ್ಕಿಗೆ ಬಸ್ ಓಡಿಸಲು ಸಾರಿಗೆ ಸಚಿವ ರಾಮಲಿಂಗಾರೆಡ್ಡಿ ಹಾಗೂ ಜಿಲ್ಲಾ ಉಸ್ತುವಾರಿ ಸಚಿವ ಈಶ್ವರ ಖಂಡ್ರೆ ಅವರಿಗೆ ಮನವಿ ಮಾಡಿದ್ದೆ. ಸಚಿವದ್ವಯರ ಸೂಚನೆ ಮೇರೆಗೆ ಈ ಮಾರ್ಗದಲ್ಲಿ ಹೊಸ ಬಸ್ <box>597 768 773 1294</box>
sign-commissioner-b: ಪೌರಾಯುಕ್ತರು <box>232 2271 302 2289</box>
reg-dot-black-right <box>1427 2376 1447 2395</box>
reg-dot-lightgray-right <box>1475 2376 1494 2395</box>
sign-commissioner-a: ಸಹಿ/- <box>252 2247 282 2265</box>
sign-president-a: ಸಹಿ/- <box>578 2255 608 2272</box>
story3-quote-sign: - ಶಿವಕುಮಾರ ಕಾಮತಿಕ್ಕರ <box>833 1668 938 1683</box>
story2-col5: ಮಾರ್ಗವಾಗಿ ಸಂಚರಿಸುವಂತೆ ಕ್ರಮ ಕೈಗೊಂಡಿದ್ದರು ಎಂದು ಸ್ಮರಿಸಿಕೊಂಡರು. ಪ್ರಕಾಶ ಘಾಳೆ ಅವರ ಪ್ರಯತ್ನದಿಂದ ನಿವಿಧ ಗ್ರಾಮಗಳ ಬಸ್ ಸಮಸ್ಯೆ ಬಗೆಹರಿದಿದೆ ಎಂದು ಈ ಸಂದರ್ಭದಲ್ಲಿ ಮಾತನಾಡಿದ ಮುಖಂಡರು ಹೇಳಿದರು. ಗ್ರಾಮಸ್ಥರು ಬಸ್ ಚಾಲಕ-ನಿರ್ವಾಹಕರನ್ನು ಸತ್ಕರಿಸಿ, ಸಿಹಿ ತಿನ್ನಿಸಿದರು. ಇದಕ್ಕೂ ಮುನ್ನ ಚಿಮ್ಮೆಗಾಂವದಲ್ಲೂ ಬಸ್‌ಗೆ ಪೂಜೆ ಸಲ್ಲಿಸಲಾಯಿತು. ಕಲ್ಯಾಣ ಕರ್ನಾಟಕ ರಸ್ತೆ ಸಾರಿಗೆ ಸಂಸ್ಥೆಯ ಬೀದರ್ ವಿಭಾಗೀಯ ನಿಯಂತ್ರಣಾಧಿಕಾರಿ ರಾಜು ಘಾಡಗೆ, ತಹಶೀಲ್ದಾರ್ ಅಮಿತ್ ಕುಲಕರ್ಣಿ, ತಾಲ್ಲೂಕು ಪಂಚಾಯಿತಿ ಕಾರ್ಯನಿರ್ವಾಹಕ ಅಧಿಕಾರಿ ಹಣಮಂತರಾಯ ಕೌಟಗೆ, ಗ್ರಾಮ ಪಂಚಾಯಿತಿ ಅಧ್ಯಕ್ಷ ಯಶೋದಾ ಸಂತೋಷ್, ಸದಸ್ಯ ಅನಿಲ್ ಬಿರಾದಾರ, ಪ್ರಮುಖರಾದ ಚಂದ್ರಕಾಂತ ಕಾರಬಾರಿ, ನಿಂಗನಗೌಡ ಪಾಟೀಲ, ಕಮಲಾಬಾಯಿ ಪಾಟೀಲ, ಸಿಂಹರಾಜು, ಕೆರಿಬಾರೆ ಮತ್ತಿತರರು ಹಾಜರಿದ್ದರು. <box>1310 768 1490 1252</box>
story1-quote-sign: ಮುಡುಬಿ ಗುಂಡೇರಾವ <box>1385 467 1484 483</box>
photo-engineers-day <box>597 1354 938 1555</box>
sign-president-b: ಅಧ್ಯಕ್ಷರು <box>571 2278 614 2296</box>
story2-headline: ಕೊನೆಗೂ ಬಸ್ ಮುಖ ಕಂಡ ಡೊಣಗಾಂವವಾಡಿ <box>688 704 1399 759</box>
story2-col2: ಸಂಚಾರ ಶುರು ಮಾಡಲಾಗಿದೆ ಎಂದು ಕಾಂಗ್ರೆಸ್ ಕಿಸಾನ್ ವಿಭಾಗದ ರಾಜ್ಯ ಸಂಯೋಜಕ ಪ್ರಕಾಶ ಘಾಳೆ ಹೇಳಿದರು. ಸ್ವಾತಂತ್ರ್ಯಾನಂತರ ಡೋಣಗಾಂವವಾಡಿ ಗ್ರಾಮಕ್ಕೆ ಬಸ್ ಸೌಕರ್ಯವೇ ಇರಲಿಲ್ಲ. ಹಿಂದೆ ಬರುತ್ತಿದ್ದ ಮಾಲೆಗಾಂವ್, ಚಿಮ್ಮೆಗಾಂವ್, ಹಂದಿಕೇರಾ, ದೋಣಗಾಂವ, ಡೋಣಗಾಂವವಾಡಿ ಗ್ರಾಮಸ್ಥರು ನೇರವಾಗಿ ತಾಲ್ಲೂಕು ಕೇಂದ್ರ <box>782 1059 946 1288</box>
